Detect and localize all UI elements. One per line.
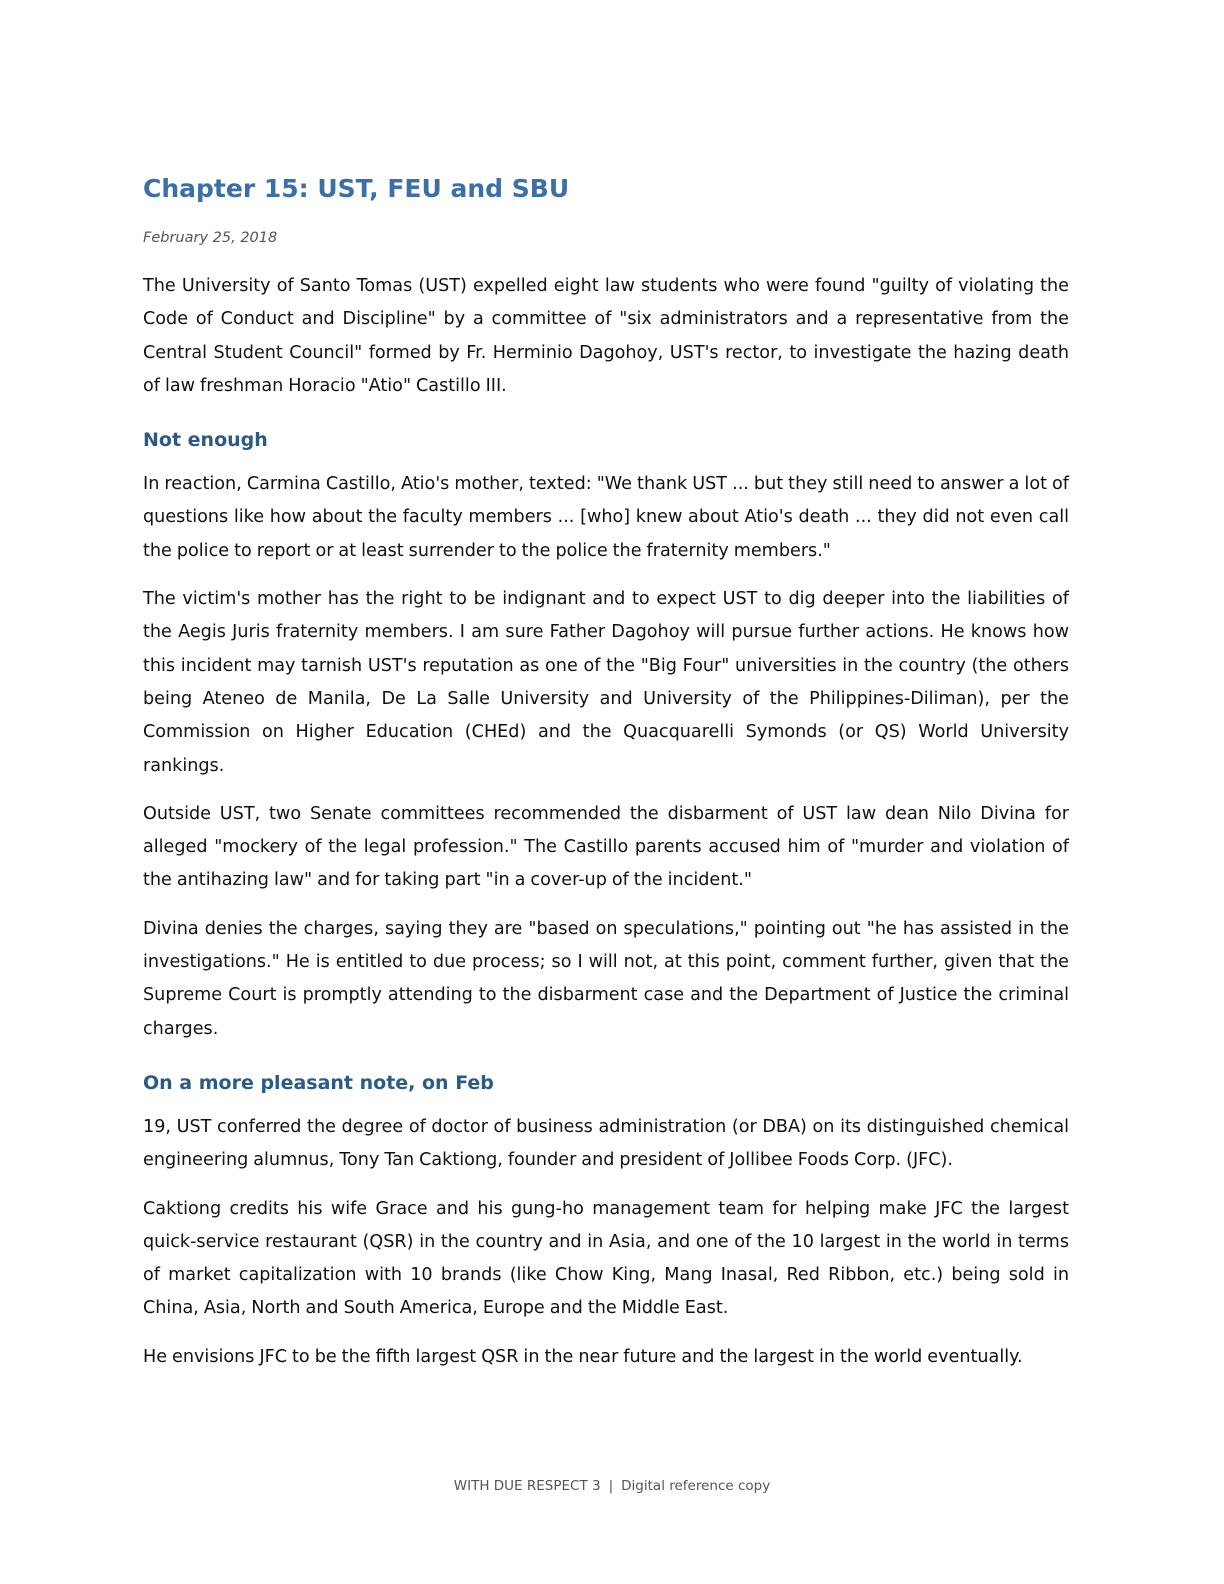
chapter-title: Chapter 15: UST, FEU and SBU xyxy=(143,174,570,203)
paragraph-7: Caktiong credits his wife Grace and his gung-ho management team for helping make JFC the largest quick-service restaurant (QSR) in the country and in Asia, and one of the 10 largest in the world in terms of market capitalization with 10 brands (like Chow King, Mang Inasal, Red Ribbon, etc.) being sold in China, Asia, North and South America, Europe and the Middle East. xyxy=(143,1198,1069,1319)
paragraph-3: The victim's mother has the right to be indignant and to expect UST to dig deeper into the liabilities of the Aegis Juris fraternity members. I am sure Father Dagohoy will pursue further actions. He knows how this incident may tarnish UST's reputation as one of the "Big Four" universities in the country (the others being Ateneo de Manila, De La Salle University and University of the Philippines-Diliman), per the Commission on Higher Education (CHEd) and the Quacquarelli Symonds (or QS) World University rankings. xyxy=(143,589,1069,776)
section-heading-pleasant-note: On a more pleasant note, on Feb xyxy=(143,1071,494,1094)
publication-date: February 25, 2018 xyxy=(143,230,278,246)
footer-book-page: WITH DUE RESPECT 3 xyxy=(453,1478,601,1494)
paragraph-1: The University of Santo Tomas (UST) expelled eight law students who were found "guilty of violating the Code of Conduct and Discipline" by a committee of "six administrators and a representative from the Central Student Council" formed by Fr. Herminio Dagohoy, UST's rector, to investigate the hazing death of law freshman Horacio "Atio" Castillo III. xyxy=(143,276,1069,396)
paragraph-2: In reaction, Carmina Castillo, Atio's mother, texted: "We thank UST ... but they still need to answer a lot of questions like how about the faculty members ... [who] knew about Atio's death ... they did not even call the police to report or at least surrender to the police the fraternity members." xyxy=(143,474,1069,561)
footer-copy-note: Digital reference copy xyxy=(621,1478,771,1494)
paragraph-4: Outside UST, two Senate committees recommended the disbarment of UST law dean Nilo Divina for alleged "mockery of the legal profession." The Castillo parents accused him of "murder and violation of the antihazing law" and for taking part "in a cover-up of the incident." xyxy=(143,803,1069,891)
paragraph-6: 19, UST conferred the degree of doctor of business administration (or DBA) on its distinguished chemical engineering alumnus, Tony Tan Caktiong, founder and president of Jollibee Foods Corp. (JFC). xyxy=(143,1116,1069,1171)
document-page xyxy=(143,170,1069,1389)
paragraph-5: Divina denies the charges, saying they are "based on speculations," pointing out "he has assisted in the investigations." He is entitled to due process; so I will not, at this point, comment further, given that the Supreme Court is promptly attending to the disbarment case and the Department of Justice the criminal charges. xyxy=(143,918,1069,1039)
footer-separator: | xyxy=(608,1478,614,1494)
paragraph-8: He envisions JFC to be the fifth largest QSR in the near future and the largest in the world eventually. xyxy=(143,1346,1023,1367)
page-footer xyxy=(0,1478,1224,1494)
section-heading-not-enough: Not enough xyxy=(143,429,268,452)
